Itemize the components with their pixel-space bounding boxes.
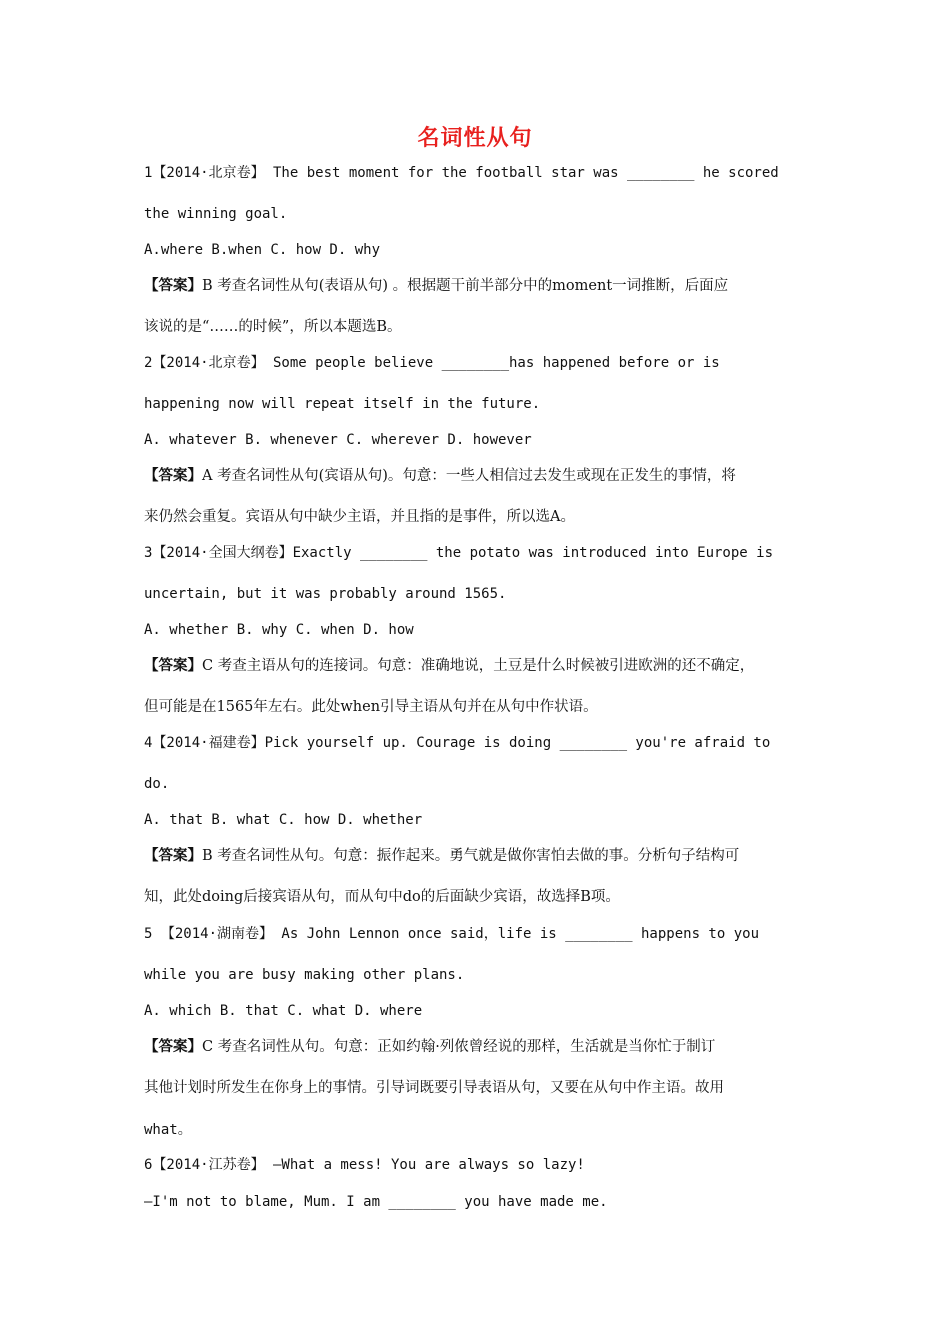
question-1-answer-line-2: 该说的是“……的时候”，所以本题选B。 [144, 319, 402, 335]
question-1-options: A.where B.when C. how D. why [144, 242, 381, 258]
answer-text: C 考查主语从句的连接词。句意：准确地说，土豆是什么时候被引进欧洲的还不确定， [202, 658, 755, 674]
question-2-stem-line-1: 2【2014·北京卷】 Some people believe ________has happened before or is [144, 355, 720, 371]
answer-text: B 考查名词性从句。句意：振作起来。勇气就是做你害怕去做的事。分析句子结构可 [202, 848, 740, 864]
answer-tag: 【答案】 [144, 1038, 202, 1055]
question-1-answer-line-1 [144, 276, 808, 296]
question-5-answer-line-2: 其他计划时所发生在你身上的事情。引导词既要引导表语从句，又要在从句中作主语。故用 [144, 1080, 724, 1096]
question-6-stem-line-1: 6【2014·江苏卷】 —What a mess! You are always so lazy! [144, 1157, 585, 1173]
answer-tag: 【答案】 [144, 657, 202, 674]
question-4-stem-line-2: do. [144, 776, 170, 792]
question-3-stem-line-1: 3【2014·全国大纲卷】Exactly ________ the potato was introduced into Europe is [144, 545, 774, 561]
question-4-options: A. that B. what C. how D. whether [144, 812, 423, 828]
question-3-stem-line-2: uncertain, but it was probably around 1565. [144, 586, 507, 602]
question-3-options: A. whether B. why C. when D. how [144, 622, 414, 638]
question-2-answer-line-2: 来仍然会重复。宾语从句中缺少主语，并且指的是事件，所以选A。 [144, 509, 575, 525]
page-title: 名词性从句 [417, 126, 533, 151]
answer-text: B 考查名词性从句(表语从句) 。根据题干前半部分中的moment一词推断，后面应 [202, 278, 729, 294]
question-4-stem-line-1: 4【2014·福建卷】Pick yourself up. Courage is doing ________ you're afraid to [144, 735, 771, 751]
question-2-stem-line-2: happening now will repeat itself in the future. [144, 396, 541, 412]
question-4-answer-line-1 [144, 846, 808, 866]
question-5-options: A. which B. that C. what D. where [144, 1003, 423, 1019]
question-4-answer-line-2: 知，此处doing后接宾语从句，而从句中do的后面缺少宾语，故选择B项。 [144, 889, 620, 905]
answer-tag: 【答案】 [144, 467, 202, 484]
question-6-stem-line-2: —I'm not to blame, Mum. I am ________ you have made me. [144, 1194, 608, 1210]
question-5-answer-line-1 [144, 1037, 808, 1057]
question-2-answer-line-1 [144, 466, 808, 486]
question-5-stem-line-2: while you are busy making other plans. [144, 967, 465, 983]
question-1-stem-line-2: the winning goal. [144, 206, 288, 222]
answer-tag: 【答案】 [144, 847, 202, 864]
question-1-stem-line-1: 1【2014·北京卷】 The best moment for the football star was ________ he scored [144, 165, 779, 181]
question-3-answer-line-1 [144, 656, 808, 676]
question-5-answer-line-3: what。 [144, 1122, 192, 1138]
question-2-options: A. whatever B. whenever C. wherever D. however [144, 432, 532, 448]
answer-text: C 考查名词性从句。句意：正如约翰·列侬曾经说的那样，生活就是当你忙于制订 [202, 1039, 716, 1055]
question-5-stem-line-1: 5 【2014·湖南卷】 As John Lennon once said，life is ________ happens to you [144, 926, 760, 942]
answer-text: A 考查名词性从句(宾语从句)。句意：一些人相信过去发生或现在正发生的事情，将 [202, 468, 736, 484]
question-3-answer-line-2: 但可能是在1565年左右。此处when引导主语从句并在从句中作状语。 [144, 699, 598, 715]
answer-tag: 【答案】 [144, 277, 202, 294]
